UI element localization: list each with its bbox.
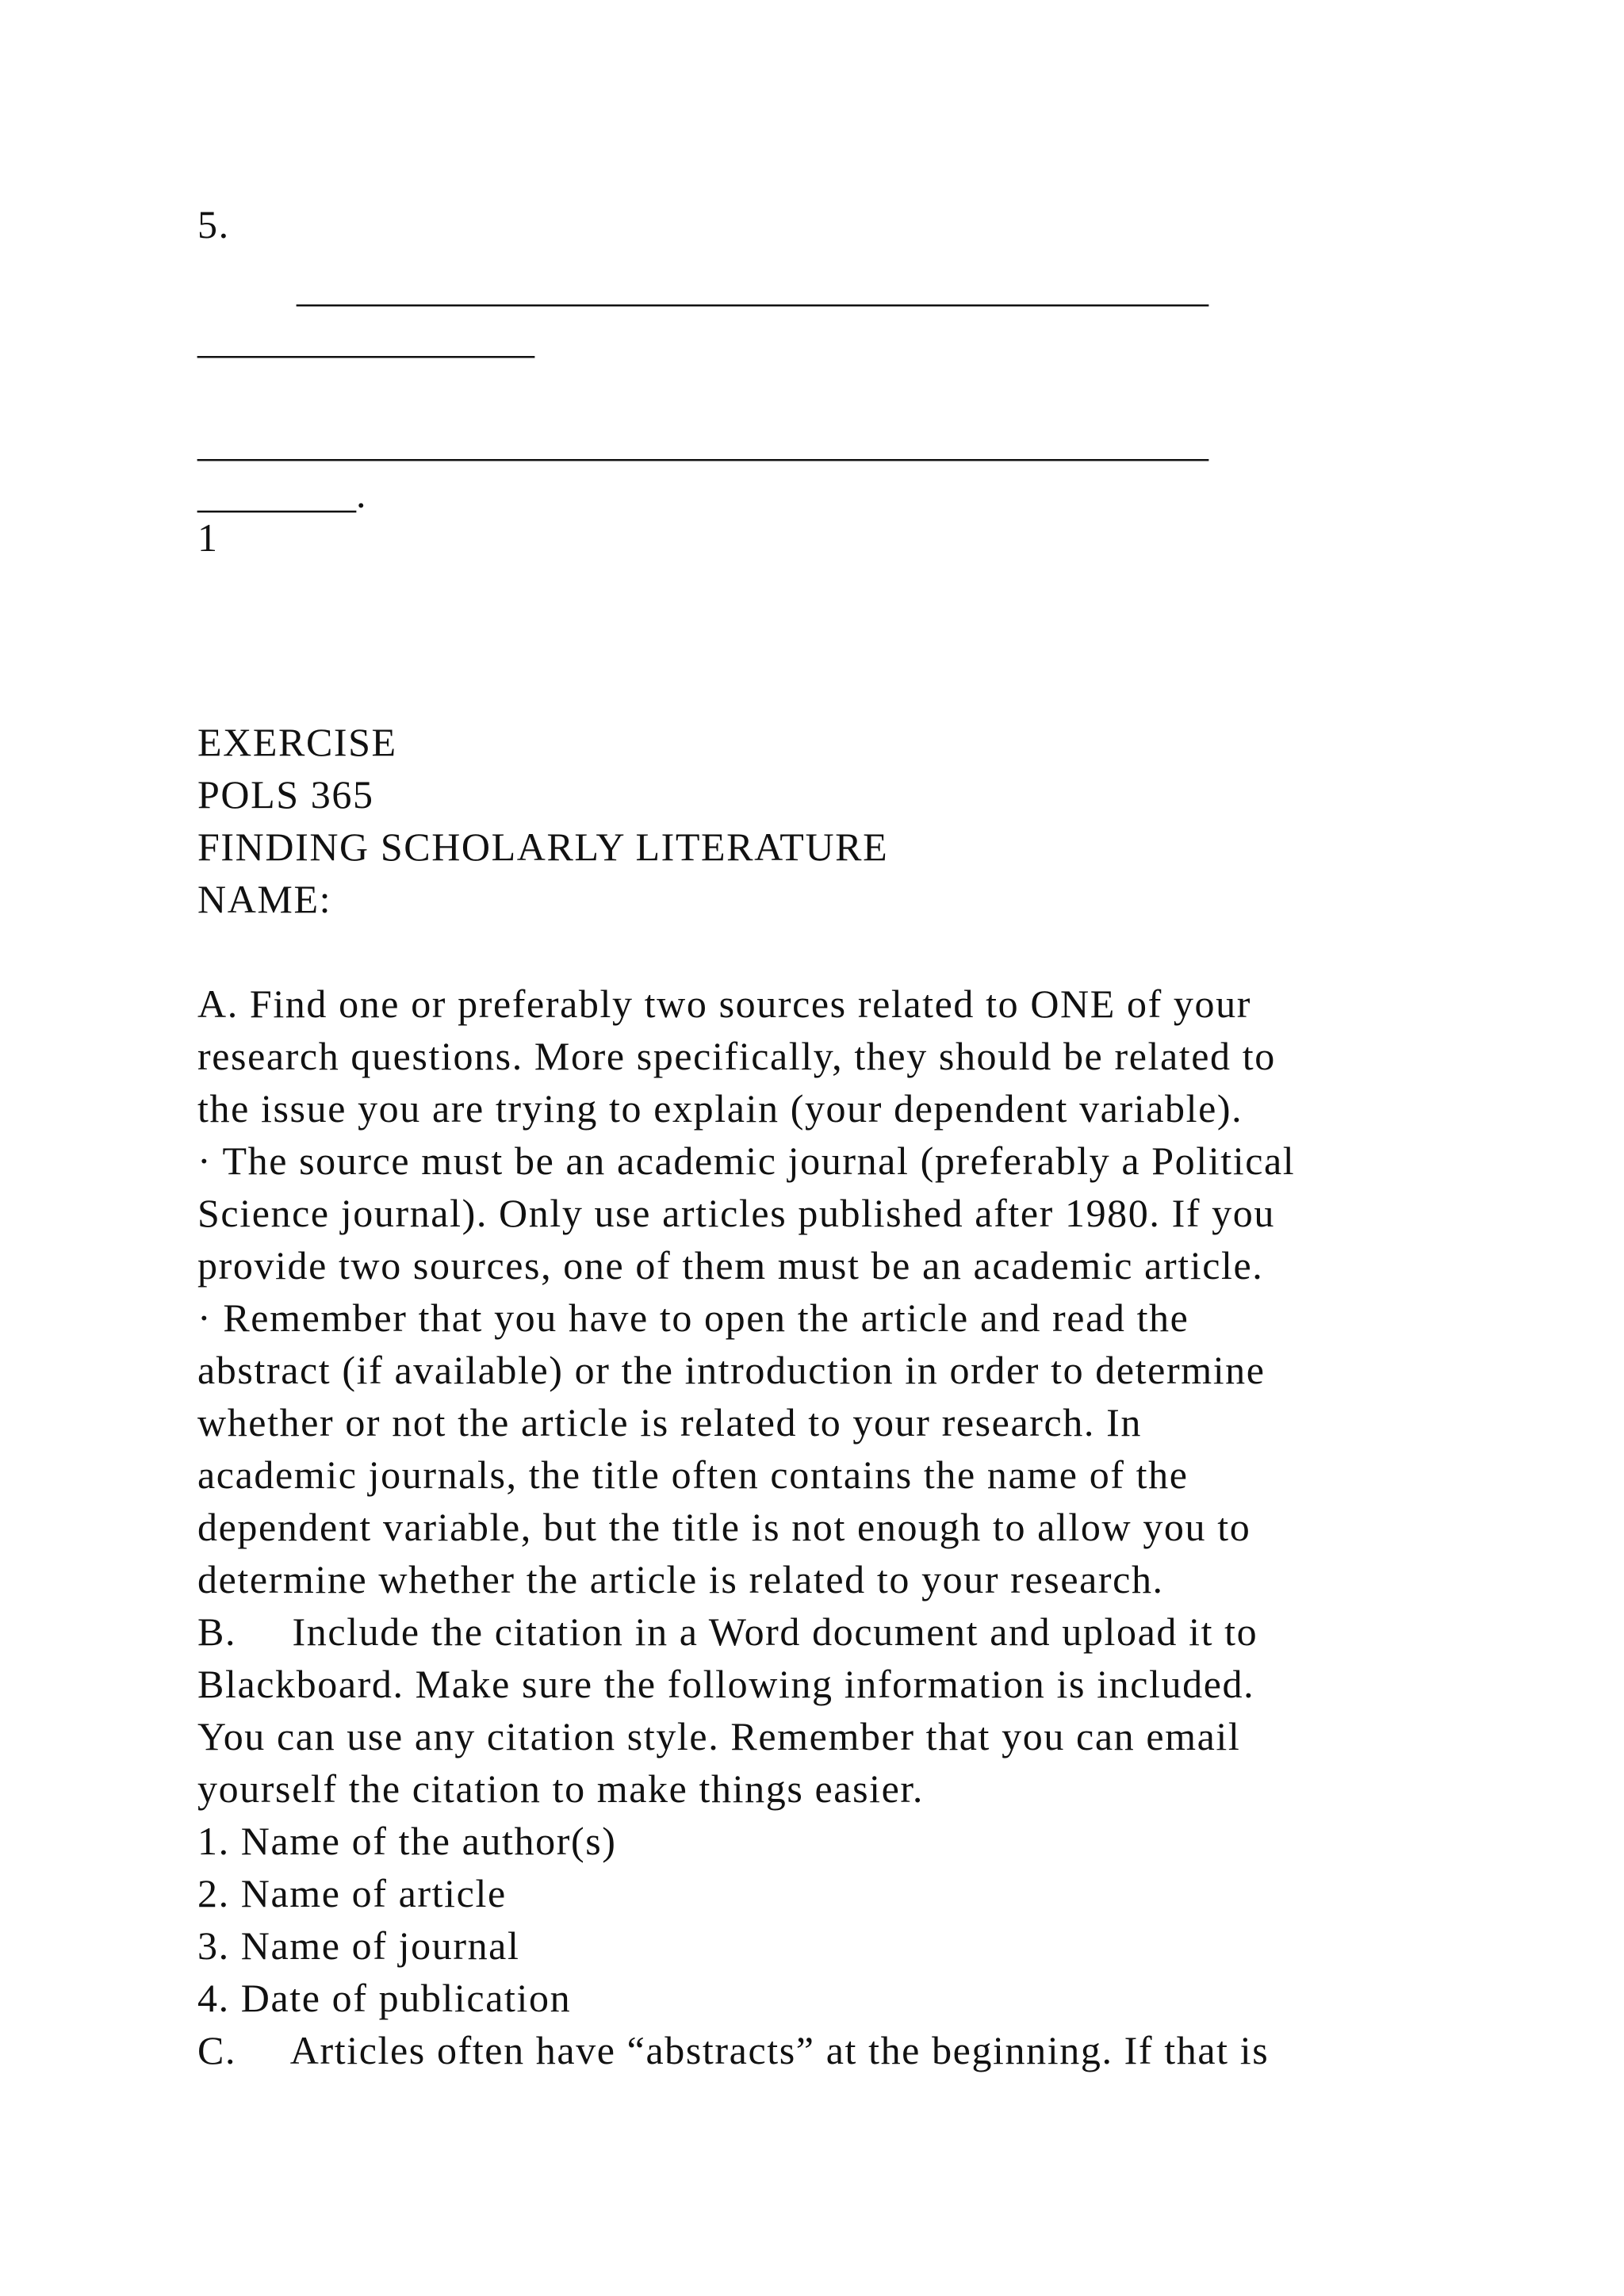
body-line: abstract (if available) or the introduction in order to determine	[197, 1348, 1266, 1392]
body-line: Science journal). Only use articles published after 1980. If you	[197, 1191, 1275, 1235]
blank-line-3: ___________________________________________________	[197, 420, 1208, 465]
body-line: C. Articles often have “abstracts” at the beginning. If that is	[197, 2028, 1270, 2072]
body-line: dependent variable, but the title is not enough to allow you to	[197, 1505, 1251, 1549]
body-line: Blackboard. Make sure the following information is included.	[197, 1662, 1255, 1706]
course-code: POLS 365	[197, 772, 374, 817]
name-label: NAME:	[197, 877, 332, 921]
page-number: 1	[197, 515, 219, 560]
blank-line-2: _________________	[197, 317, 534, 362]
body-line: · The source must be an academic journal (preferably a Political	[197, 1138, 1296, 1183]
body-line: A. Find one or preferably two sources related to ONE of your	[197, 982, 1251, 1026]
body-line: B. Include the citation in a Word document and upload it to	[197, 1609, 1258, 1654]
list-item: 4. Date of publication	[197, 1976, 572, 2020]
body-line: determine whether the article is related to your research.	[197, 1557, 1164, 1601]
exercise-heading: EXERCISE	[197, 720, 397, 764]
exercise-title: FINDING SCHOLARLY LITERATURE	[197, 825, 889, 869]
list-item: 3. Name of journal	[197, 1923, 520, 1968]
body-line: academic journals, the title often contains the name of the	[197, 1452, 1189, 1497]
body-line: research questions. More specifically, they should be related to	[197, 1034, 1276, 1078]
body-line: provide two sources, one of them must be an academic article.	[197, 1243, 1264, 1288]
body-line: yourself the citation to make things easier.	[197, 1766, 925, 1811]
body-line: · Remember that you have to open the article and read the	[197, 1295, 1189, 1340]
blank-line-4: ________.	[197, 472, 366, 516]
item-number: 5.	[197, 202, 230, 247]
body-line: You can use any citation style. Remember that you can email	[197, 1714, 1241, 1758]
body-line: whether or not the article is related to your research. In	[197, 1400, 1142, 1445]
list-item: 1. Name of the author(s)	[197, 1819, 617, 1863]
list-item: 2. Name of article	[197, 1871, 507, 1915]
body-line: the issue you are trying to explain (your dependent variable).	[197, 1086, 1243, 1131]
blank-line-1: ______________________________________________	[297, 266, 1208, 310]
